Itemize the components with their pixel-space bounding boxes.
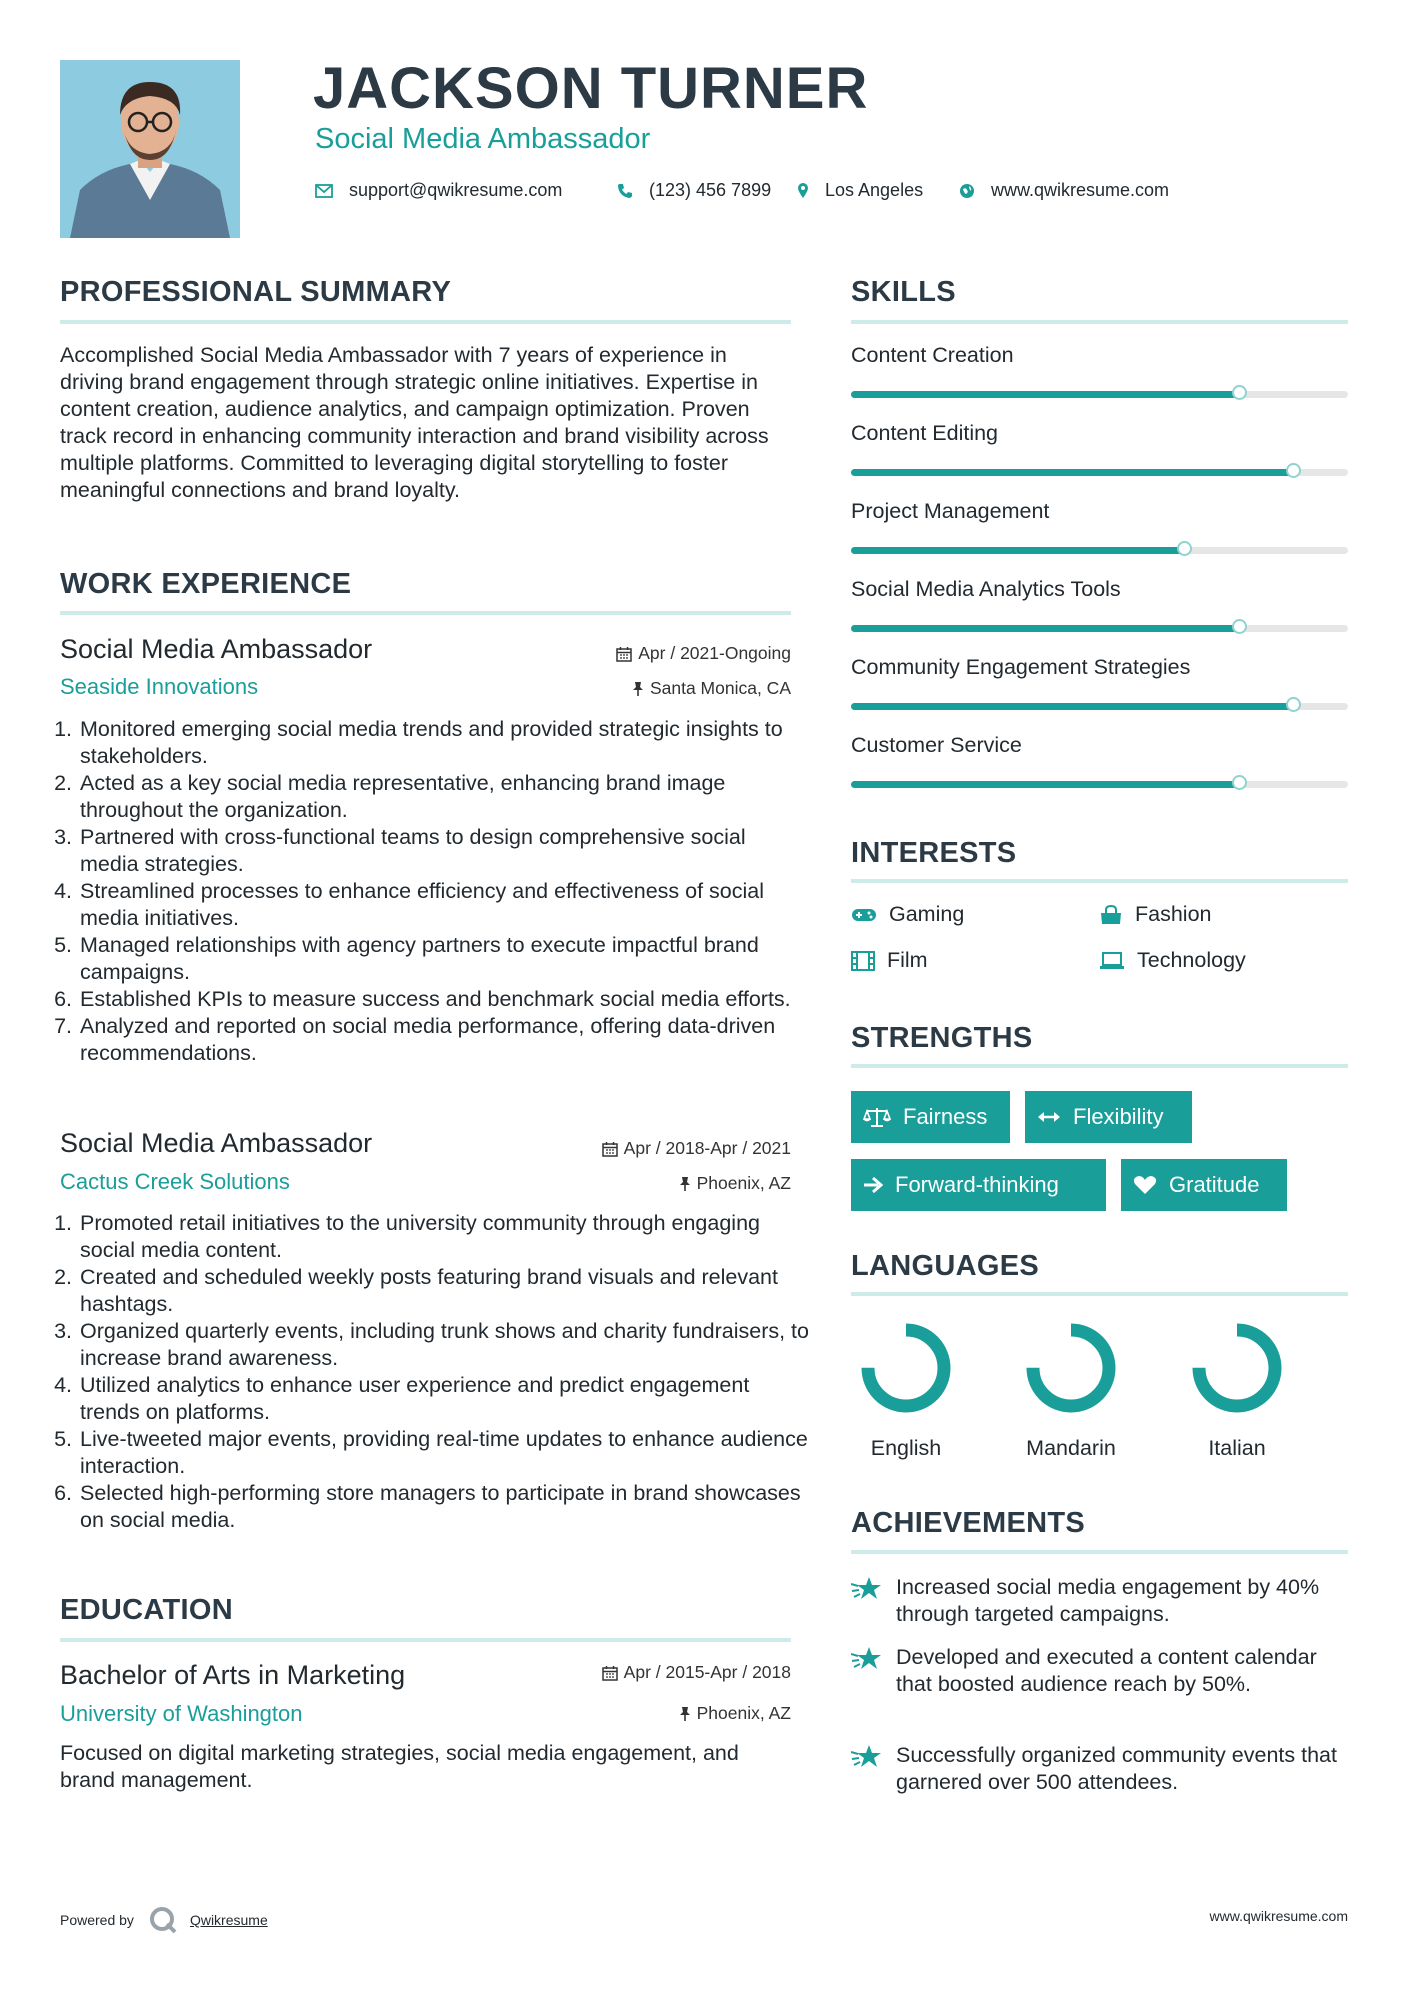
arrow-right-icon: [863, 1176, 883, 1194]
skill-progress-knob: [1232, 619, 1247, 634]
skill-progress-bar: [851, 625, 1348, 632]
job-1-location: Santa Monica, CA: [491, 678, 791, 699]
shopping-bag-icon: [1099, 905, 1123, 925]
list-item: 2. Created and scheduled weekly posts featuring brand visuals and relevant hashtags.: [78, 1264, 809, 1318]
calendar-icon: [616, 646, 632, 662]
profile-photo: [60, 60, 240, 238]
language-ring-arc: [1199, 1330, 1275, 1406]
skill-progress-bar: [851, 781, 1348, 788]
list-item: 3. Organized quarterly events, including trunk shows and charity fundraisers, to increase brand awareness.: [78, 1318, 809, 1372]
achievements-heading: ACHIEVEMENTS: [851, 1507, 1086, 1539]
qwikresume-link[interactable]: Qwikresume: [189, 1912, 268, 1928]
skill-progress-knob: [1232, 775, 1247, 790]
skills-divider: [851, 320, 1348, 324]
film-icon: [851, 951, 875, 971]
balance-scale-icon: [863, 1106, 891, 1128]
list-item: 6. Selected high-performing store managers to participate in brand showcases on social media.: [78, 1480, 809, 1534]
language-label: Mandarin: [1026, 1436, 1116, 1460]
skill-progress-fill: [851, 547, 1184, 554]
strength-flexibility: Flexibility: [1025, 1091, 1192, 1143]
skill-label: Content Editing: [851, 421, 999, 445]
language-ring-arc: [1033, 1330, 1109, 1406]
language-label: Italian: [1208, 1436, 1266, 1460]
experience-divider: [60, 611, 791, 615]
experience-heading: WORK EXPERIENCE: [60, 568, 352, 600]
summary-text: Accomplished Social Media Ambassador with 7 years of experience in driving brand engagement through strategic online initiatives. Expertise in content creation, audience analytics, and campaign optimization. Proven track record in enhancing community interaction and brand visibility across multiple platforms. Committed to leveraging digital storytelling to foster meaningful connections and brand loyalty.: [60, 343, 769, 502]
skill-label: Community Engagement Strategies: [851, 655, 1191, 679]
strengths-heading: STRENGTHS: [851, 1022, 1033, 1054]
languages-heading: LANGUAGES: [851, 1250, 1039, 1282]
list-item: 2. Acted as a key social media representative, enhancing brand image throughout the organization.: [78, 770, 809, 824]
job-2-location: Phoenix, AZ: [491, 1173, 791, 1194]
interest-technology: Technology: [1099, 948, 1246, 973]
school-name: University of Washington: [60, 1701, 303, 1726]
achievement-item: Developed and executed a content calendar that boosted audience reach by 50%.: [851, 1644, 1348, 1698]
thumbtack-icon: [632, 681, 644, 697]
skill-progress-bar: [851, 469, 1348, 476]
interest-film: Film: [851, 948, 928, 973]
skill-progress-bar: [851, 703, 1348, 710]
language-label: English: [870, 1436, 942, 1460]
star-burst-icon: [851, 1576, 883, 1602]
skill-progress-knob: [1177, 541, 1192, 556]
skill-progress-bar: [851, 391, 1348, 398]
thumbtack-icon: [679, 1176, 691, 1192]
skill-progress-fill: [851, 469, 1293, 476]
interest-gaming: Gaming: [851, 902, 964, 927]
job-2-dates: Apr / 2018-Apr / 2021: [491, 1138, 791, 1159]
education-divider: [60, 1638, 791, 1642]
skill-progress-fill: [851, 703, 1293, 710]
strength-forward-thinking: Forward-thinking: [851, 1159, 1106, 1211]
education-heading: EDUCATION: [60, 1594, 233, 1626]
degree-title: Bachelor of Arts in Marketing: [60, 1660, 406, 1690]
achievements-divider: [851, 1550, 1348, 1554]
list-item: 4. Utilized analytics to enhance user experience and predict engagement trends on platforms.: [78, 1372, 809, 1426]
contact-email[interactable]: [315, 180, 562, 201]
job-1-company: Seaside Innovations: [60, 674, 259, 699]
skill-progress-knob: [1286, 697, 1301, 712]
skills-heading: SKILLS: [851, 276, 956, 308]
list-item: 1. Promoted retail initiatives to the university community through engaging social media content.: [78, 1210, 809, 1264]
strength-fairness: Fairness: [851, 1091, 1010, 1143]
interests-heading: INTERESTS: [851, 837, 1017, 869]
map-marker-icon: [797, 182, 809, 199]
list-item: 6. Established KPIs to measure success and benchmark social media efforts.: [78, 986, 809, 1013]
languages-divider: [851, 1292, 1348, 1296]
skill-progress-fill: [851, 781, 1239, 788]
job-1-dates: Apr / 2021-Ongoing: [491, 643, 791, 664]
skill-label: Social Media Analytics Tools: [851, 577, 1121, 601]
language-ring: [1187, 1318, 1287, 1418]
interests-divider: [851, 879, 1348, 883]
candidate-name: JACKSON TURNER: [313, 56, 869, 121]
phone-text: (123) 456 7899: [649, 180, 772, 200]
strengths-divider: [851, 1064, 1348, 1068]
person-portrait-icon: [60, 60, 240, 238]
skill-progress-fill: [851, 391, 1239, 398]
contact-phone[interactable]: [617, 180, 771, 201]
star-burst-icon: [851, 1744, 883, 1770]
calendar-icon: [602, 1665, 618, 1681]
globe-icon: [959, 183, 975, 199]
interest-fashion: Fashion: [1099, 902, 1212, 927]
list-item: 7. Analyzed and reported on social media performance, offering data-driven recommendations.: [78, 1013, 809, 1067]
list-item: 5. Live-tweeted major events, providing real-time updates to enhance audience interaction.: [78, 1426, 809, 1480]
phone-icon: [617, 183, 633, 199]
arrows-horizontal-icon: [1037, 1110, 1061, 1124]
calendar-icon: [602, 1141, 618, 1157]
skill-progress-bar: [851, 547, 1348, 554]
envelope-icon: [315, 184, 333, 198]
list-item: 1. Monitored emerging social media trends and provided strategic insights to stakeholders.: [78, 716, 809, 770]
list-item: 3. Partnered with cross-functional teams to design comprehensive social media strategies.: [78, 824, 809, 878]
education-location: Phoenix, AZ: [491, 1703, 791, 1724]
language-ring: [856, 1318, 956, 1418]
job-2-bullets: [60, 1210, 809, 1534]
email-text: support@qwikresume.com: [349, 180, 563, 200]
gamepad-icon: [851, 907, 877, 923]
achievement-item: Successfully organized community events that garnered over 500 attendees.: [851, 1742, 1348, 1796]
skill-label: Project Management: [851, 499, 1050, 523]
skill-label: Content Creation: [851, 343, 1014, 367]
contact-location: [797, 180, 923, 201]
skill-progress-knob: [1232, 385, 1247, 400]
star-burst-icon: [851, 1646, 883, 1672]
thumbtack-icon: [679, 1706, 691, 1722]
location-text: Los Angeles: [825, 180, 924, 200]
job-2-company: Cactus Creek Solutions: [60, 1169, 290, 1194]
contact-website[interactable]: [959, 180, 1169, 201]
skill-label: Customer Service: [851, 733, 1022, 757]
job-1-title: Social Media Ambassador: [60, 634, 373, 664]
website-text: www.qwikresume.com: [991, 180, 1170, 200]
candidate-role: Social Media Ambassador: [315, 123, 651, 155]
footer-site[interactable]: www.qwikresume.com: [1209, 1908, 1348, 1924]
qwikresume-logo-icon: [148, 1905, 178, 1935]
language-ring: [1021, 1318, 1121, 1418]
job-1-bullets: [60, 716, 809, 1067]
education-dates: Apr / 2015-Apr / 2018: [491, 1662, 791, 1683]
skill-progress-fill: [851, 625, 1239, 632]
summary-heading: PROFESSIONAL SUMMARY: [60, 276, 452, 308]
language-ring-arc: [868, 1330, 944, 1406]
list-item: 4. Streamlined processes to enhance efficiency and effectiveness of social media initiatives.: [78, 878, 809, 932]
heart-icon: [1133, 1175, 1157, 1195]
strength-gratitude: Gratitude: [1121, 1159, 1287, 1211]
laptop-icon: [1099, 952, 1125, 970]
job-2-title: Social Media Ambassador: [60, 1128, 373, 1158]
education-text: Focused on digital marketing strategies, social media engagement, and brand management.: [60, 1741, 739, 1792]
footer-powered-by: Powered by Qwikresume: [60, 1905, 268, 1935]
achievement-item: Increased social media engagement by 40% through targeted campaigns.: [851, 1574, 1348, 1628]
list-item: 5. Managed relationships with agency partners to execute impactful brand campaigns.: [78, 932, 809, 986]
summary-divider: [60, 320, 791, 324]
skill-progress-knob: [1286, 463, 1301, 478]
